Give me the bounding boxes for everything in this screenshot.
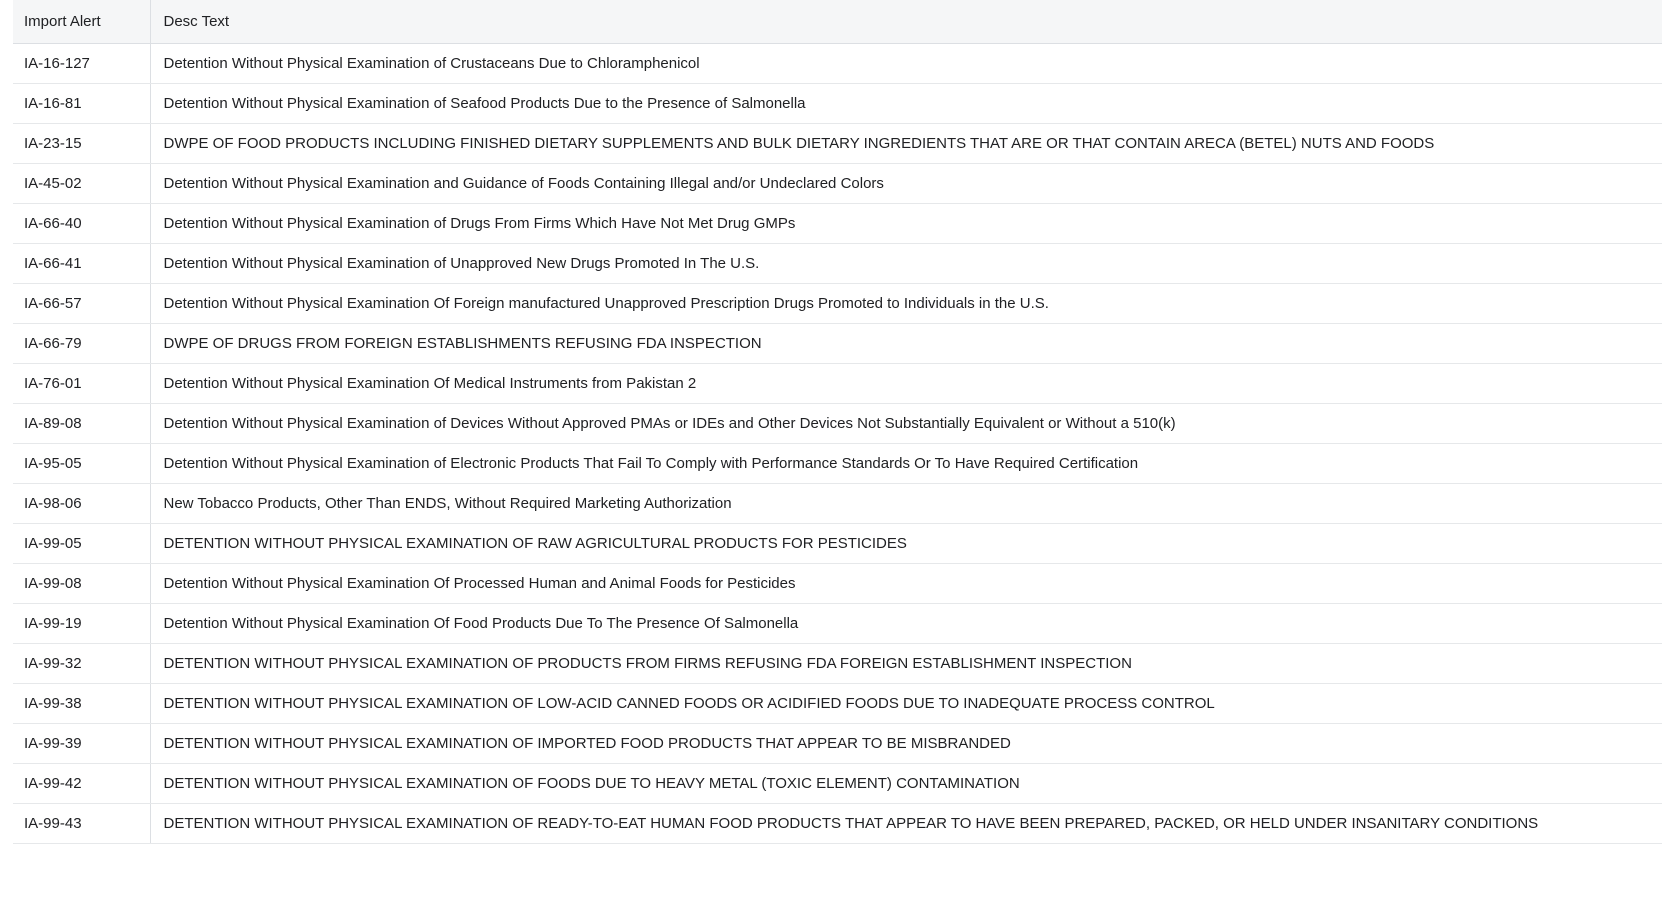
cell-desc-text: DETENTION WITHOUT PHYSICAL EXAMINATION OF FOODS DUE TO HEAVY METAL (TOXIC ELEMENT) CONTAMINATION: [150, 764, 1662, 804]
cell-desc-text: Detention Without Physical Examination Of Food Products Due To The Presence Of Salmonella: [150, 604, 1662, 644]
table-row[interactable]: [13, 644, 1662, 684]
cell-import-alert: IA-99-19: [13, 604, 150, 644]
cell-desc-text: DETENTION WITHOUT PHYSICAL EXAMINATION OF PRODUCTS FROM FIRMS REFUSING FDA FOREIGN ESTABLISHMENT INSPECTION: [150, 644, 1662, 684]
table-row[interactable]: [13, 804, 1662, 844]
cell-desc-text: Detention Without Physical Examination of Drugs From Firms Which Have Not Met Drug GMPs: [150, 204, 1662, 244]
table-row[interactable]: [13, 604, 1662, 644]
table-row[interactable]: [13, 524, 1662, 564]
cell-desc-text: DWPE OF FOOD PRODUCTS INCLUDING FINISHED DIETARY SUPPLEMENTS AND BULK DIETARY INGREDIENTS THAT ARE OR THAT CONTAIN ARECA (BETEL) NUTS AND FOODS: [150, 124, 1662, 164]
cell-import-alert: IA-66-40: [13, 204, 150, 244]
table-header-row: [13, 0, 1662, 44]
cell-import-alert: IA-95-05: [13, 444, 150, 484]
cell-import-alert: IA-99-42: [13, 764, 150, 804]
cell-import-alert: IA-16-81: [13, 84, 150, 124]
cell-import-alert: IA-16-127: [13, 44, 150, 84]
table-row[interactable]: [13, 484, 1662, 524]
cell-desc-text: Detention Without Physical Examination Of Foreign manufactured Unapproved Prescription Drugs Promoted to Individuals in the U.S.: [150, 284, 1662, 324]
cell-desc-text: DETENTION WITHOUT PHYSICAL EXAMINATION OF IMPORTED FOOD PRODUCTS THAT APPEAR TO BE MISBRANDED: [150, 724, 1662, 764]
column-header-import-alert[interactable]: Import Alert: [13, 0, 150, 44]
cell-desc-text: Detention Without Physical Examination of Seafood Products Due to the Presence of Salmonella: [150, 84, 1662, 124]
cell-desc-text: Detention Without Physical Examination of Unapproved New Drugs Promoted In The U.S.: [150, 244, 1662, 284]
cell-import-alert: IA-76-01: [13, 364, 150, 404]
cell-desc-text: Detention Without Physical Examination of Crustaceans Due to Chloramphenicol: [150, 44, 1662, 84]
cell-import-alert: IA-66-79: [13, 324, 150, 364]
cell-import-alert: IA-99-08: [13, 564, 150, 604]
cell-import-alert: IA-99-05: [13, 524, 150, 564]
cell-import-alert: IA-89-08: [13, 404, 150, 444]
table-row[interactable]: [13, 164, 1662, 204]
table-row[interactable]: [13, 684, 1662, 724]
table-row[interactable]: [13, 724, 1662, 764]
cell-import-alert: IA-66-41: [13, 244, 150, 284]
cell-import-alert: IA-99-39: [13, 724, 150, 764]
cell-import-alert: IA-99-43: [13, 804, 150, 844]
table-row[interactable]: [13, 764, 1662, 804]
cell-desc-text: Detention Without Physical Examination Of Medical Instruments from Pakistan 2: [150, 364, 1662, 404]
cell-desc-text: DETENTION WITHOUT PHYSICAL EXAMINATION OF READY-TO-EAT HUMAN FOOD PRODUCTS THAT APPEAR TO HAVE BEEN PREPARED, PACKED, OR HELD UNDER INSANITARY CONDITIONS: [150, 804, 1662, 844]
table-body: [13, 44, 1662, 844]
column-header-desc-text[interactable]: Desc Text: [150, 0, 1662, 44]
table-row[interactable]: [13, 204, 1662, 244]
table-row[interactable]: [13, 284, 1662, 324]
cell-desc-text: DWPE OF DRUGS FROM FOREIGN ESTABLISHMENTS REFUSING FDA INSPECTION: [150, 324, 1662, 364]
table-row[interactable]: [13, 324, 1662, 364]
table-header: [13, 0, 1662, 44]
cell-import-alert: IA-66-57: [13, 284, 150, 324]
table-row[interactable]: [13, 364, 1662, 404]
cell-import-alert: IA-45-02: [13, 164, 150, 204]
cell-desc-text: DETENTION WITHOUT PHYSICAL EXAMINATION OF LOW-ACID CANNED FOODS OR ACIDIFIED FOODS DUE TO INADEQUATE PROCESS CONTROL: [150, 684, 1662, 724]
import-alert-table: [13, 0, 1662, 844]
cell-desc-text: DETENTION WITHOUT PHYSICAL EXAMINATION OF RAW AGRICULTURAL PRODUCTS FOR PESTICIDES: [150, 524, 1662, 564]
cell-import-alert: IA-23-15: [13, 124, 150, 164]
table-row[interactable]: [13, 444, 1662, 484]
cell-desc-text: Detention Without Physical Examination Of Processed Human and Animal Foods for Pesticides: [150, 564, 1662, 604]
cell-desc-text: Detention Without Physical Examination and Guidance of Foods Containing Illegal and/or Undeclared Colors: [150, 164, 1662, 204]
table-row[interactable]: [13, 244, 1662, 284]
cell-desc-text: New Tobacco Products, Other Than ENDS, Without Required Marketing Authorization: [150, 484, 1662, 524]
table-row[interactable]: [13, 564, 1662, 604]
table-row[interactable]: [13, 44, 1662, 84]
cell-desc-text: Detention Without Physical Examination of Electronic Products That Fail To Comply with Performance Standards Or To Have Required Certification: [150, 444, 1662, 484]
cell-import-alert: IA-99-32: [13, 644, 150, 684]
cell-desc-text: Detention Without Physical Examination of Devices Without Approved PMAs or IDEs and Other Devices Not Substantially Equivalent or Without a 510(k): [150, 404, 1662, 444]
cell-import-alert: IA-98-06: [13, 484, 150, 524]
table-row[interactable]: [13, 84, 1662, 124]
cell-import-alert: IA-99-38: [13, 684, 150, 724]
table-row[interactable]: [13, 124, 1662, 164]
table-row[interactable]: [13, 404, 1662, 444]
